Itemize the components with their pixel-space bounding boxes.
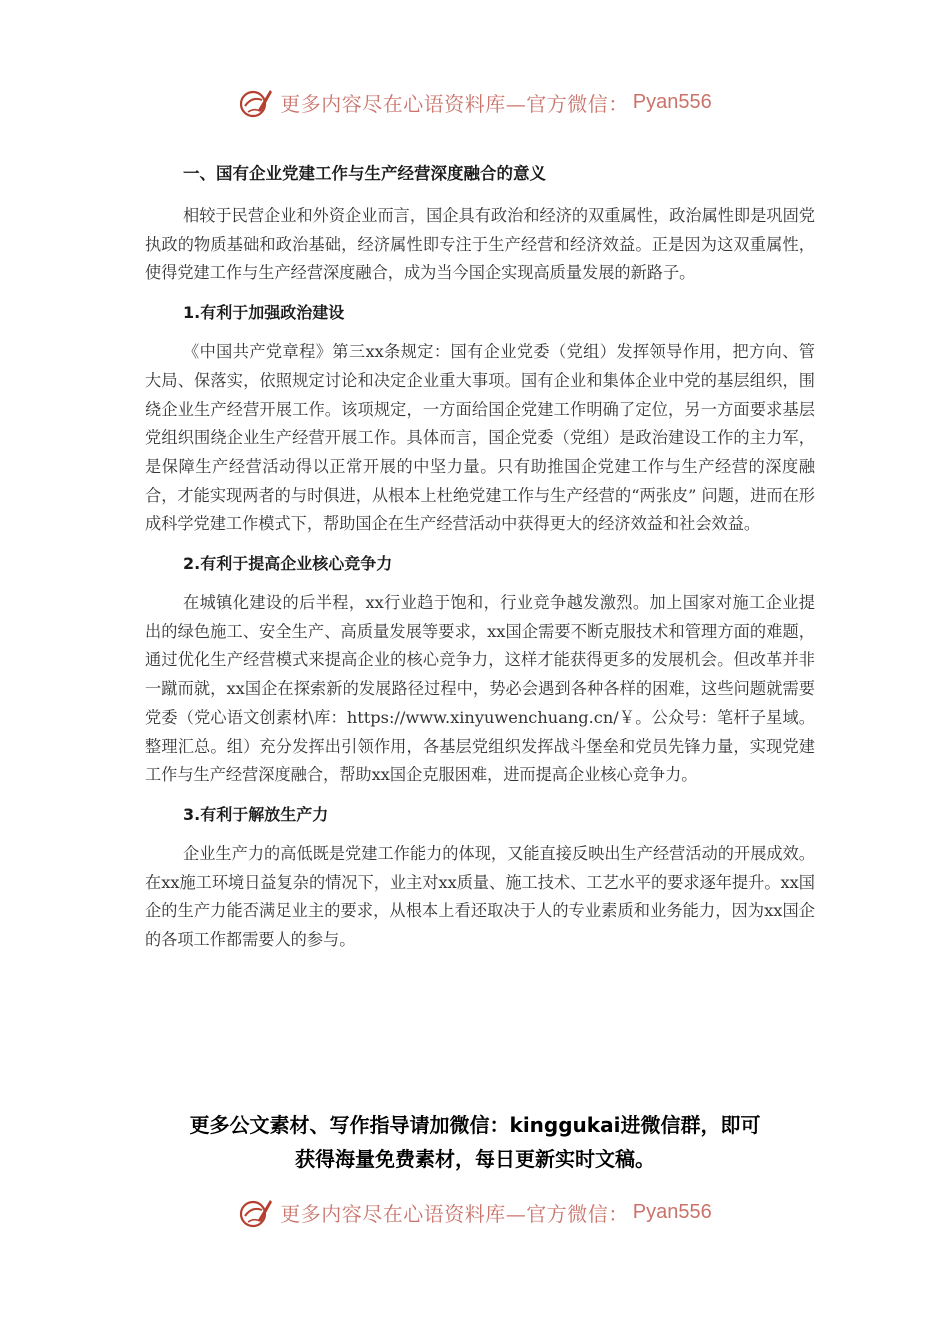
banner-text: 更多内容尽在心语资料库—官方微信： <box>280 91 629 116</box>
promo-line-2: 获得海量免费素材，每日更新实时文稿。 <box>295 1147 655 1171</box>
section-2-title: 2.有利于提高企业核心竞争力 <box>183 554 393 574</box>
intro-paragraph: 相较于民营企业和外资企业而言，国企具有政治和经济的双重属性，政治属性即是巩固党执政的物质基础和政治基础，经济属性即专注于生产经营和经济效益。正是因为这双重属性，使得党建工作与生产经营深度融合，成为当今国企实现高质量发展的新路子。 <box>145 206 815 283</box>
footer-banner <box>0 1192 950 1232</box>
pen-logo-icon <box>238 1194 274 1230</box>
section-1-body: 《中国共产党章程》第三xx条规定：国有企业党委（党组）发挥领导作用，把方向、管大局、保落实，依照规定讨论和决定企业重大事项。国有企业和集体企业中党的基层组织，围绕企业生产经营开展工作。该项规定，一方面给国企党建工作明确了定位，另一方面要求基层党组织围绕企业生产经营开展工作。具体而言，国企党委（党组）是政治建设工作的主力军，是保障生产经营活动得以正常开展的中坚力量。只有助推国企党建工作与生产经营的深度融合，才能实现两者的与时俱进，从根本上杜绝党建工作与生产经营的“两张皮” 问题，进而在形成科学党建工作模式下，帮助国企在生产经营活动中获得更大的经济效益和社会效益。 <box>145 342 815 534</box>
pen-logo-icon <box>238 84 274 120</box>
promo-line-1: 更多公文素材、写作指导请加微信：kinggukai进微信群，即可 <box>189 1113 761 1137</box>
footer-banner-group <box>238 1194 711 1230</box>
section-3-body: 企业生产力的高低既是党建工作能力的体现，又能直接反映出生产经营活动的开展成效。在xx施工环境日益复杂的情况下，业主对xx质量、施工技术、工艺水平的要求逐年提升。xx国企的生产力能否满足业主的要求，从根本上看还取决于人的专业素质和业务能力，因为xx国企的各项工作都需要人的参与。 <box>145 843 815 950</box>
article-body <box>145 160 815 966</box>
banner-group <box>238 84 711 120</box>
section-1-title: 1.有利于加强政治建设 <box>183 303 345 323</box>
section-2-body: 在城镇化建设的后半程，xx行业趋于饱和，行业竞争越发激烈。加上国家对施工企业提出的绿色施工、安全生产、高质量发展等要求，xx国企需要不断克服技术和管理方面的难题，通过优化生产经营模式来提高企业的核心竞争力，这样才能获得更多的发展机会。但改革并非一蹴而就，xx国企在探索新的发展路径过程中，势必会遇到各种各样的困难，这些问题就需要党委（党心语文创素材\库：https://www.xinyuwenchuang.cn/￥。公众号：笔杆子星域。整理汇总。组）充分发挥出引领作用，各基层党组织发挥战斗堡垒和党员先锋力量，实现党建工作与生产经营深度融合，帮助xx国企克服困难，进而提高企业核心竞争力。 <box>145 593 815 785</box>
article-heading: 一、国有企业党建工作与生产经营深度融合的意义 <box>183 164 546 183</box>
footer-banner-wechat-id: Pyan556 <box>632 1200 712 1223</box>
footer-banner-text: 更多内容尽在心语资料库—官方微信： <box>280 1201 629 1226</box>
promo-notice <box>100 1108 850 1176</box>
banner-wechat-id: Pyan556 <box>632 90 712 113</box>
section-3-title: 3.有利于解放生产力 <box>183 804 329 824</box>
header-banner <box>0 82 950 122</box>
